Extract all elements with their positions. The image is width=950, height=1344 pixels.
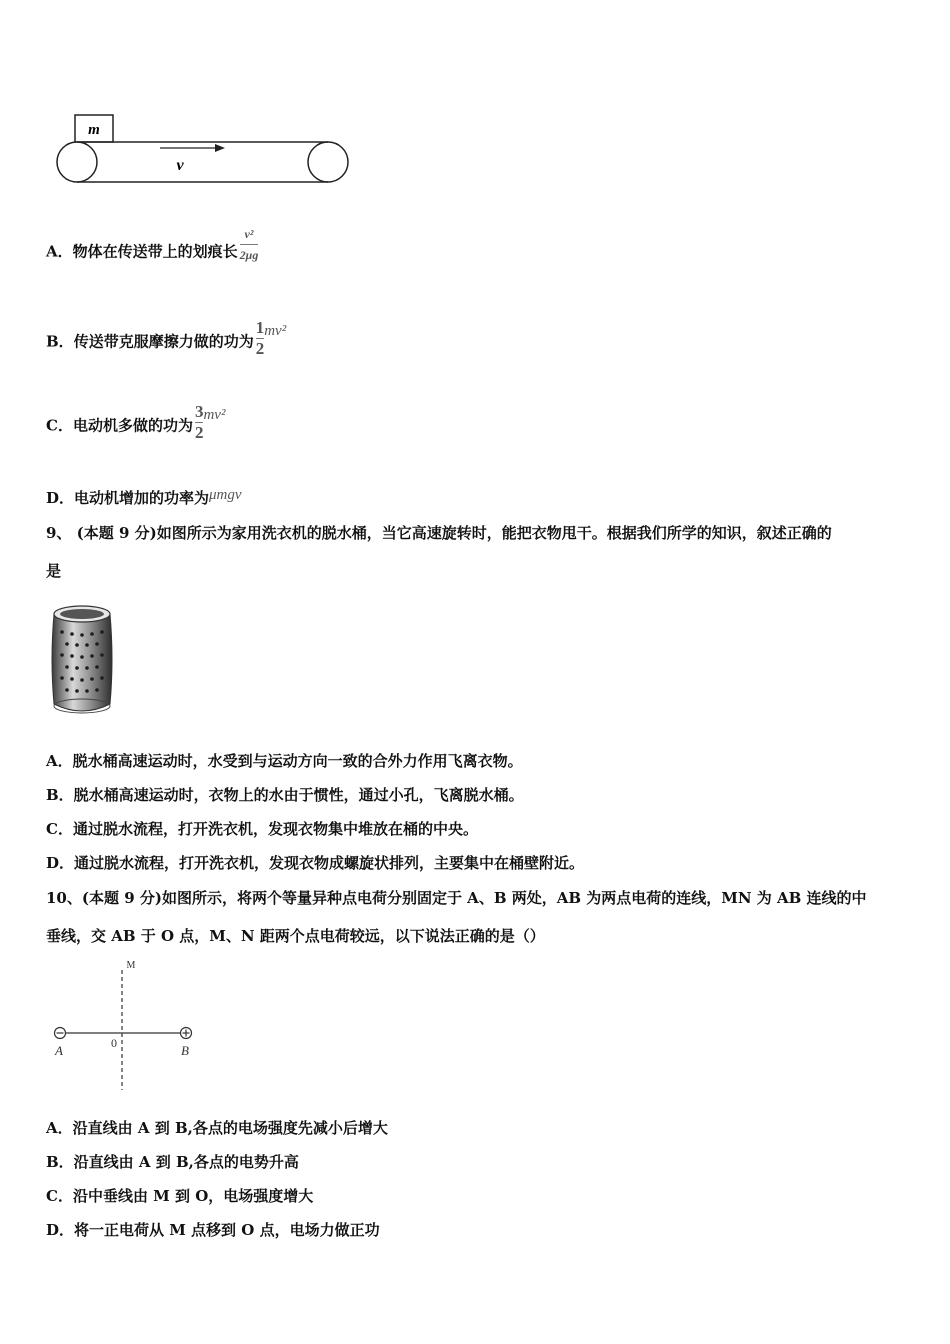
q9-option-c: C．通过脱水流程，打开洗衣机，发现衣物集中堆放在桶的中央。 — [46, 820, 478, 838]
q9-stem-line2: 是 — [46, 562, 62, 580]
q10-option-c: C．沿中垂线由 M 到 O，电场强度增大 — [46, 1187, 314, 1205]
q8-option-d — [46, 488, 242, 509]
q9-option-d: D．通过脱水流程，打开洗衣机，发现衣物成螺旋状排列，主要集中在桶壁附近。 — [46, 854, 585, 872]
q9-option-b: B．脱水桶高速运动时，衣物上的水由于惯性，通过小孔，飞离脱水桶。 — [46, 786, 524, 804]
q8-option-b — [46, 318, 287, 363]
a-label: A — [55, 1043, 63, 1058]
option-letter: B． — [46, 332, 74, 351]
q8-option-c — [46, 402, 226, 447]
fraction: $\frac{3}{2}$ — [194, 402, 204, 442]
option-letter: D． — [46, 489, 75, 507]
math-tail: mv² — [203, 406, 226, 423]
fraction: $\frac{1}{2}$ — [255, 318, 265, 358]
q10-stem-line1: 10、(本题 9 分)如图所示，将两个等量异种点电荷分别固定于 A、B 两处，AB 为两点电荷的连线，MN 为 AB 连线的中 — [46, 889, 867, 907]
option-text: 电动机多做的功为 — [72, 416, 193, 435]
q9-stem-line1: 9、 (本题 9 分)如图所示为家用洗衣机的脱水桶，当它高速旋转时，能把衣物甩干。根据我们所学的知识，叙述正确的 — [46, 524, 832, 542]
conveyor-svg — [50, 110, 355, 190]
math-tail: mv² — [264, 322, 287, 339]
spin-basket-svg — [46, 600, 118, 720]
right-roller — [308, 142, 348, 182]
option-letter: C． — [46, 416, 73, 435]
option-text: 物体在传送带上的划痕长 — [72, 242, 238, 261]
charges-figure — [46, 955, 206, 1095]
q10-option-d: D．将一正电荷从 M 点移到 O 点，电场力做正功 — [46, 1221, 380, 1239]
m-label: M — [126, 960, 136, 971]
o-label: 0 — [111, 1036, 117, 1050]
q9-option-a: A．脱水桶高速运动时，水受到与运动方向一致的合外力作用飞离衣物。 — [46, 752, 523, 770]
q10-option-a: A．沿直线由 A 到 B,各点的电场强度先减小后增大 — [46, 1119, 388, 1137]
charges-svg — [46, 955, 206, 1095]
basket-opening — [60, 609, 104, 619]
b-label: B — [181, 1043, 189, 1058]
conveyor-figure — [50, 110, 355, 190]
q10-option-b: B．沿直线由 A 到 B,各点的电势升高 — [46, 1153, 299, 1171]
q10-stem-line2: 垂线，交 AB 于 O 点，M、N 距两个点电荷较远，以下说法正确的是（） — [46, 927, 545, 945]
block-label: m — [88, 122, 100, 138]
option-text: 传送带克服摩擦力做的功为 — [73, 332, 254, 351]
velocity-label: v — [176, 157, 184, 174]
q8-option-a — [46, 227, 259, 269]
fraction: $\frac{\text{v²}}{2\mu g}$ — [239, 227, 259, 262]
velocity-arrowhead — [215, 144, 225, 152]
math-tail: μmgv — [209, 487, 242, 503]
option-letter: A． — [46, 242, 73, 261]
basket-body — [52, 614, 112, 711]
option-text: 电动机增加的功率为 — [74, 489, 210, 507]
spin-basket-figure — [46, 600, 118, 720]
left-roller — [57, 142, 97, 182]
